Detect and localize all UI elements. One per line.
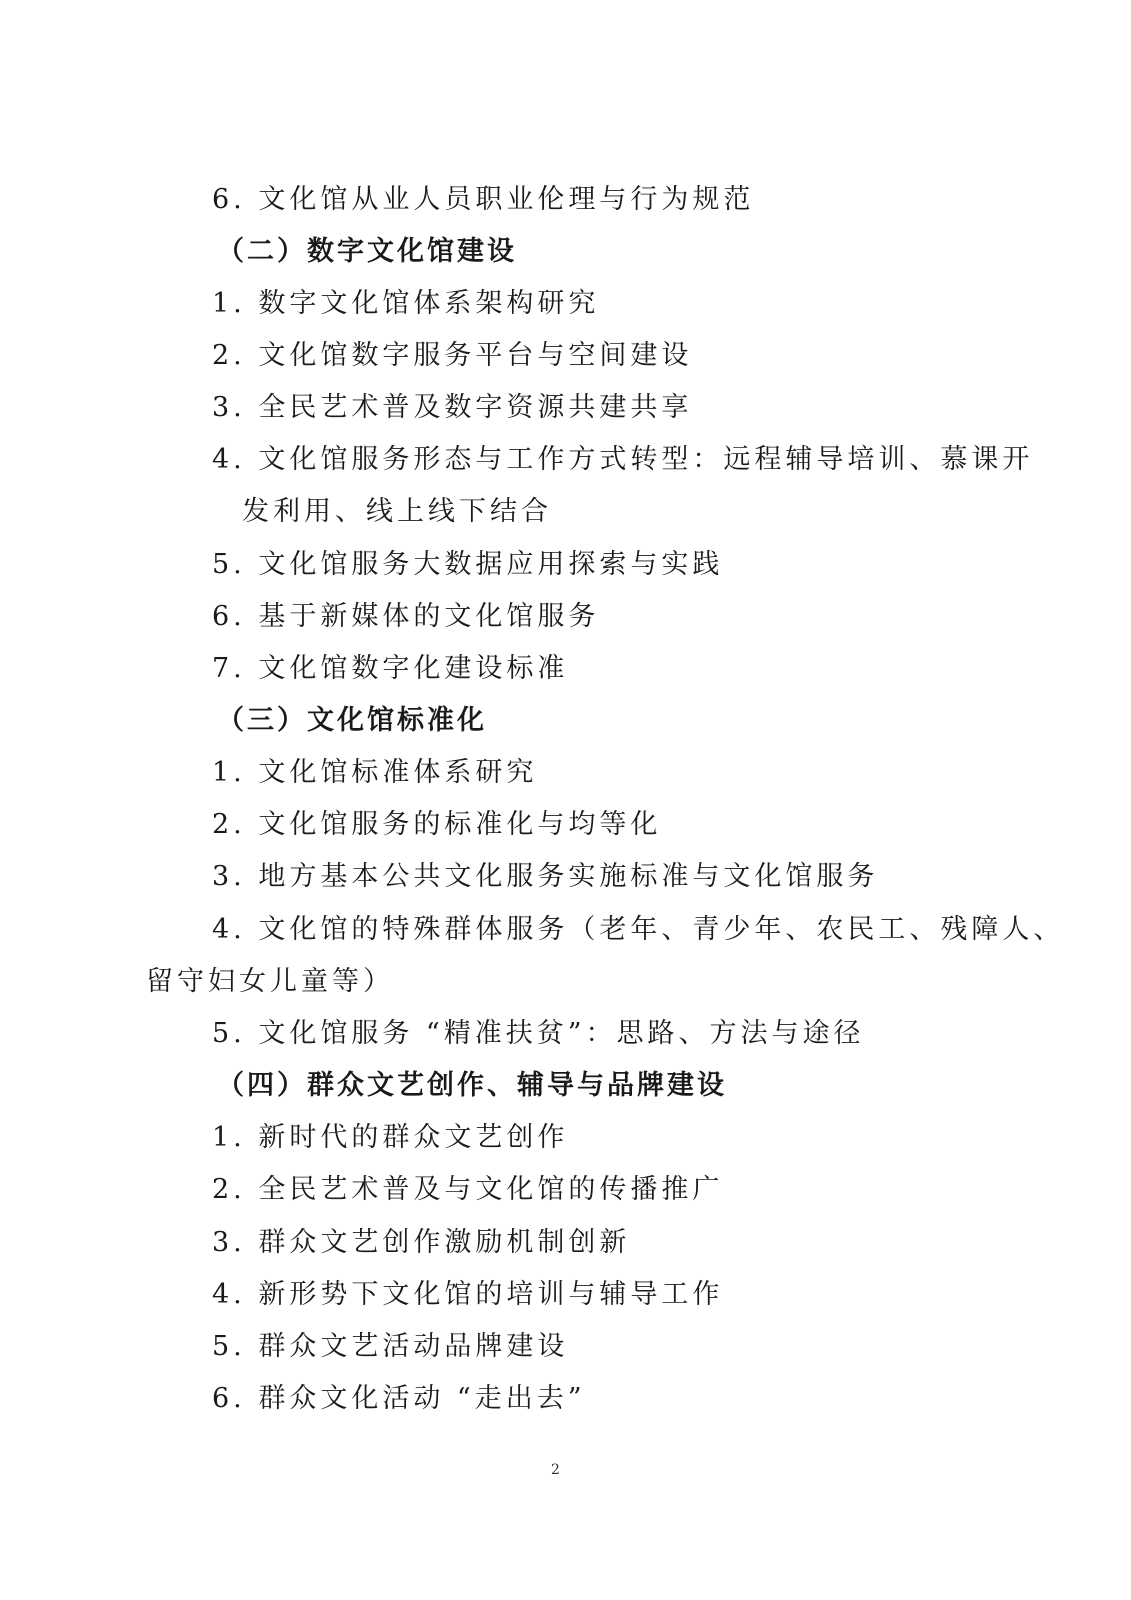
list-item: 3. 全民艺术普及数字资源共建共享: [212, 392, 693, 423]
list-item: 5. 文化馆服务大数据应用探索与实践: [212, 549, 724, 580]
list-item-continuation: 留守妇女儿童等）: [146, 966, 394, 997]
list-item: 1. 数字文化馆体系架构研究: [212, 288, 600, 319]
list-item: 4. 文化馆服务形态与工作方式转型：远程辅导培训、慕课开: [212, 444, 1034, 475]
list-item: 2. 全民艺术普及与文化馆的传播推广: [212, 1174, 724, 1205]
section-heading: （四）群众文艺创作、辅导与品牌建设: [217, 1070, 727, 1101]
list-item: 1. 新时代的群众文艺创作: [212, 1122, 569, 1153]
list-item: 6. 文化馆从业人员职业伦理与行为规范: [212, 184, 755, 215]
list-item: 1. 文化馆标准体系研究: [212, 757, 538, 788]
list-item: 6. 群众文化活动 “走出去”: [212, 1383, 586, 1414]
list-item: 7. 文化馆数字化建设标准: [212, 653, 569, 684]
list-item: 3. 地方基本公共文化服务实施标准与文化馆服务: [212, 861, 879, 892]
list-item: 5. 文化馆服务 “精准扶贫”：思路、方法与途径: [212, 1018, 865, 1049]
list-item: 3. 群众文艺创作激励机制创新: [212, 1227, 631, 1258]
page-number: 2: [551, 1462, 560, 1478]
list-item: 4. 文化馆的特殊群体服务（老年、青少年、农民工、残障人、: [212, 914, 1065, 945]
section-heading: （三）文化馆标准化: [217, 705, 487, 736]
list-item: 5. 群众文艺活动品牌建设: [212, 1331, 569, 1362]
list-item-continuation: 发利用、线上线下结合: [242, 496, 552, 527]
section-heading: （二）数字文化馆建设: [217, 236, 517, 267]
list-item: 2. 文化馆数字服务平台与空间建设: [212, 340, 693, 371]
list-item: 4. 新形势下文化馆的培训与辅导工作: [212, 1279, 724, 1310]
list-item: 6. 基于新媒体的文化馆服务: [212, 601, 600, 632]
list-item: 2. 文化馆服务的标准化与均等化: [212, 809, 662, 840]
